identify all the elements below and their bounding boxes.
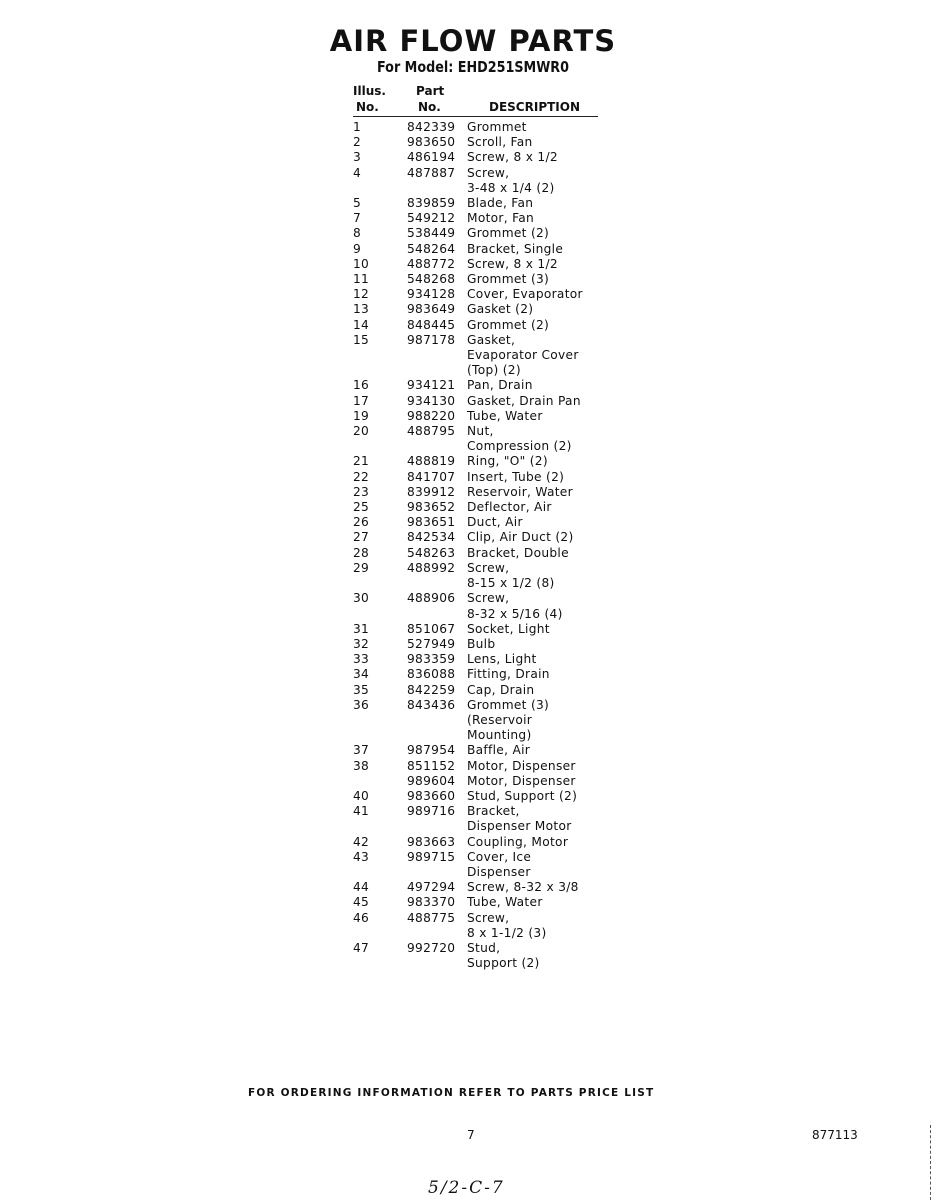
illus-number: 7 bbox=[353, 211, 362, 226]
part-number: 842339 bbox=[407, 120, 456, 134]
illus-number: 25 bbox=[353, 500, 370, 515]
part-number: 549212 bbox=[407, 211, 456, 226]
description-line: Dispenser bbox=[467, 864, 531, 879]
part-number: 841707 bbox=[407, 469, 456, 484]
description-line: Grommet (2) bbox=[467, 317, 550, 332]
description-line: Grommet (3) bbox=[467, 697, 550, 712]
part-number: 983370 bbox=[407, 895, 456, 910]
document-number: 877113 bbox=[812, 1128, 858, 1142]
description-line: 8-15 x 1/2 (8) bbox=[467, 576, 555, 591]
illus-number bbox=[353, 774, 407, 789]
description-line: Coupling, Motor bbox=[467, 834, 569, 849]
description-line: Bracket, bbox=[467, 804, 520, 819]
description-line: Support (2) bbox=[467, 956, 540, 971]
description-line: Reservoir, Water bbox=[467, 484, 573, 499]
table-row bbox=[353, 211, 613, 226]
part-number: 488772 bbox=[407, 256, 456, 271]
description-line: Gasket (2) bbox=[467, 302, 534, 317]
description bbox=[467, 530, 613, 545]
illus-header-line1: Illus. bbox=[353, 84, 386, 98]
description-line: Stud, Support (2) bbox=[467, 788, 578, 803]
description-line: Pan, Drain bbox=[467, 378, 533, 393]
description bbox=[467, 302, 613, 317]
illus-number: 10 bbox=[353, 256, 370, 271]
part-number: 983651 bbox=[407, 515, 456, 530]
description bbox=[467, 515, 613, 530]
table-row bbox=[353, 409, 613, 424]
description bbox=[467, 743, 613, 758]
table-row bbox=[353, 318, 613, 333]
part-number: 934121 bbox=[407, 378, 456, 393]
table-row bbox=[353, 698, 613, 744]
part-number: 548268 bbox=[407, 272, 456, 287]
description-line: Motor, Dispenser bbox=[467, 758, 576, 773]
part-number: 842259 bbox=[407, 682, 456, 697]
description-line: Motor, Fan bbox=[467, 211, 535, 226]
table-row bbox=[353, 454, 613, 469]
illus-number: 16 bbox=[353, 378, 370, 393]
part-number: 487887 bbox=[407, 165, 456, 180]
illus-number: 35 bbox=[353, 682, 370, 697]
part-number: 497294 bbox=[407, 880, 456, 895]
table-row bbox=[353, 135, 613, 150]
model-subtitle: For Model: EHD251SMWR0 bbox=[376, 58, 570, 76]
illus-number: 9 bbox=[353, 241, 362, 256]
table-row bbox=[353, 667, 613, 682]
illus-number: 5 bbox=[353, 196, 362, 211]
description-line: Screw, bbox=[467, 165, 510, 180]
description bbox=[467, 272, 613, 287]
description bbox=[467, 424, 613, 454]
description bbox=[467, 561, 613, 591]
table-row bbox=[353, 789, 613, 804]
illus-header-line2: No. bbox=[356, 100, 379, 114]
table-row bbox=[353, 804, 613, 834]
description bbox=[467, 759, 613, 774]
description-line: Compression (2) bbox=[467, 439, 572, 454]
illus-number: 36 bbox=[353, 697, 370, 712]
page-title: AIR FLOW PARTS bbox=[329, 24, 617, 58]
description bbox=[467, 850, 613, 880]
illus-number: 20 bbox=[353, 424, 370, 439]
description bbox=[467, 454, 613, 469]
illus-number: 45 bbox=[353, 895, 370, 910]
description-line: Tube, Water bbox=[467, 895, 543, 910]
description bbox=[467, 394, 613, 409]
part-number: 989604 bbox=[407, 773, 456, 788]
description bbox=[467, 895, 613, 910]
description-line: Bracket, Single bbox=[467, 241, 564, 256]
description-line: Nut, bbox=[467, 424, 494, 439]
table-row bbox=[353, 622, 613, 637]
description-line: Gasket, Drain Pan bbox=[467, 393, 581, 408]
description-line: Grommet (2) bbox=[467, 226, 550, 241]
description-line: Gasket, bbox=[467, 332, 516, 347]
description bbox=[467, 150, 613, 165]
part-number: 548264 bbox=[407, 241, 456, 256]
part-number: 843436 bbox=[407, 697, 456, 712]
header-divider bbox=[353, 116, 598, 117]
illus-number: 32 bbox=[353, 636, 370, 651]
part-number: 983663 bbox=[407, 834, 456, 849]
description-line: 3-48 x 1/4 (2) bbox=[467, 180, 555, 195]
table-row bbox=[353, 485, 613, 500]
description-header: DESCRIPTION bbox=[489, 100, 581, 114]
part-number: 488775 bbox=[407, 910, 456, 925]
part-number: 983652 bbox=[407, 500, 456, 515]
description-line: Mounting) bbox=[467, 728, 532, 743]
part-number: 851152 bbox=[407, 758, 456, 773]
description-line: Evaporator Cover bbox=[467, 348, 579, 363]
illus-number: 43 bbox=[353, 849, 370, 864]
part-number: 548263 bbox=[407, 545, 456, 560]
description bbox=[467, 287, 613, 302]
table-row bbox=[353, 120, 613, 135]
description-line: Cover, Evaporator bbox=[467, 287, 583, 302]
description bbox=[467, 667, 613, 682]
illus-number: 14 bbox=[353, 317, 370, 332]
description bbox=[467, 470, 613, 485]
table-row bbox=[353, 941, 613, 971]
illus-number: 2 bbox=[353, 135, 362, 150]
illus-number: 21 bbox=[353, 454, 370, 469]
table-row bbox=[353, 911, 613, 941]
illus-number: 29 bbox=[353, 560, 370, 575]
table-row bbox=[353, 196, 613, 211]
description bbox=[467, 242, 613, 257]
description-line: (Top) (2) bbox=[467, 363, 521, 378]
illus-number: 34 bbox=[353, 667, 370, 682]
illus-number: 37 bbox=[353, 743, 370, 758]
description bbox=[467, 774, 613, 789]
illus-number: 46 bbox=[353, 910, 370, 925]
table-row bbox=[353, 774, 613, 789]
description-line: Screw, bbox=[467, 910, 510, 925]
description-line: Baffle, Air bbox=[467, 743, 531, 758]
part-header-line2: No. bbox=[418, 100, 441, 114]
description bbox=[467, 135, 613, 150]
illus-number: 17 bbox=[353, 393, 370, 408]
description bbox=[467, 652, 613, 667]
illus-number: 13 bbox=[353, 302, 370, 317]
part-number: 486194 bbox=[407, 150, 456, 165]
part-number: 488906 bbox=[407, 591, 456, 606]
description bbox=[467, 698, 613, 744]
illus-number: 12 bbox=[353, 287, 370, 302]
illus-number: 19 bbox=[353, 408, 370, 423]
part-number: 488819 bbox=[407, 454, 456, 469]
description-line: Screw, 8 x 1/2 bbox=[467, 256, 558, 271]
table-row bbox=[353, 470, 613, 485]
description-line: Stud, bbox=[467, 940, 501, 955]
description bbox=[467, 318, 613, 333]
description-line: Blade, Fan bbox=[467, 196, 534, 211]
illus-number: 31 bbox=[353, 621, 370, 636]
part-number: 934130 bbox=[407, 393, 456, 408]
table-row bbox=[353, 835, 613, 850]
part-number: 527949 bbox=[407, 636, 456, 651]
illus-number: 27 bbox=[353, 530, 370, 545]
illus-number: 1 bbox=[353, 120, 362, 134]
description-line: Ring, "O" (2) bbox=[467, 454, 548, 469]
part-number: 488795 bbox=[407, 424, 456, 439]
table-row bbox=[353, 850, 613, 880]
table-row bbox=[353, 880, 613, 895]
illus-number: 11 bbox=[353, 272, 370, 287]
table-row bbox=[353, 272, 613, 287]
description-line: Fitting, Drain bbox=[467, 667, 550, 682]
part-number: 988220 bbox=[407, 408, 456, 423]
description bbox=[467, 485, 613, 500]
illus-number: 42 bbox=[353, 834, 370, 849]
part-header-line1: Part bbox=[416, 84, 445, 98]
description bbox=[467, 196, 613, 211]
description bbox=[467, 257, 613, 272]
table-row bbox=[353, 515, 613, 530]
illus-number: 47 bbox=[353, 940, 370, 955]
table-row bbox=[353, 759, 613, 774]
page-number: 7 bbox=[467, 1128, 475, 1142]
illus-number: 44 bbox=[353, 880, 370, 895]
description bbox=[467, 804, 613, 834]
table-row bbox=[353, 637, 613, 652]
table-row bbox=[353, 257, 613, 272]
parts-table bbox=[353, 120, 613, 971]
table-row bbox=[353, 683, 613, 698]
part-number: 992720 bbox=[407, 940, 456, 955]
part-number: 989715 bbox=[407, 849, 456, 864]
cut-line bbox=[930, 1125, 931, 1200]
table-row bbox=[353, 302, 613, 317]
part-number: 839859 bbox=[407, 196, 456, 211]
description bbox=[467, 835, 613, 850]
description bbox=[467, 211, 613, 226]
description bbox=[467, 683, 613, 698]
part-number: 987954 bbox=[407, 743, 456, 758]
description bbox=[467, 378, 613, 393]
table-row bbox=[353, 287, 613, 302]
part-number: 836088 bbox=[407, 667, 456, 682]
table-row bbox=[353, 333, 613, 379]
table-row bbox=[353, 394, 613, 409]
illus-number: 15 bbox=[353, 332, 370, 347]
description-line: Cover, Ice bbox=[467, 849, 532, 864]
table-row bbox=[353, 500, 613, 515]
part-number: 842534 bbox=[407, 530, 456, 545]
table-row bbox=[353, 743, 613, 758]
table-row bbox=[353, 226, 613, 241]
illus-number: 41 bbox=[353, 804, 370, 819]
description-line: Screw, 8-32 x 3/8 bbox=[467, 880, 579, 895]
description-line: Dispenser Motor bbox=[467, 819, 572, 834]
description-line: Clip, Air Duct (2) bbox=[467, 530, 574, 545]
description bbox=[467, 622, 613, 637]
table-row bbox=[353, 378, 613, 393]
description-line: Motor, Dispenser bbox=[467, 773, 576, 788]
description-line: Screw, 8 x 1/2 bbox=[467, 150, 558, 165]
description-line: Grommet bbox=[467, 120, 527, 134]
description bbox=[467, 546, 613, 561]
part-number: 983650 bbox=[407, 135, 456, 150]
description bbox=[467, 226, 613, 241]
table-row bbox=[353, 895, 613, 910]
description bbox=[467, 880, 613, 895]
ordering-info-footer: FOR ORDERING INFORMATION REFER TO PARTS PRICE LIST bbox=[248, 1087, 655, 1099]
illus-number: 28 bbox=[353, 545, 370, 560]
illus-number: 23 bbox=[353, 484, 370, 499]
description-line: 8-32 x 5/16 (4) bbox=[467, 606, 563, 621]
description bbox=[467, 637, 613, 652]
description-line: Lens, Light bbox=[467, 652, 537, 667]
description-line: 8 x 1-1/2 (3) bbox=[467, 925, 547, 940]
illus-number: 4 bbox=[353, 165, 362, 180]
table-row bbox=[353, 242, 613, 257]
table-row bbox=[353, 591, 613, 621]
part-number: 839912 bbox=[407, 484, 456, 499]
description-line: Duct, Air bbox=[467, 515, 523, 530]
illus-number: 33 bbox=[353, 652, 370, 667]
description-line: Grommet (3) bbox=[467, 272, 550, 287]
part-number: 987178 bbox=[407, 332, 456, 347]
table-row bbox=[353, 546, 613, 561]
illus-number: 40 bbox=[353, 788, 370, 803]
description-line: Socket, Light bbox=[467, 621, 550, 636]
description bbox=[467, 591, 613, 621]
illus-number: 3 bbox=[353, 150, 362, 165]
description bbox=[467, 333, 613, 379]
illus-number: 26 bbox=[353, 515, 370, 530]
description-line: Scroll, Fan bbox=[467, 135, 533, 150]
part-number: 848445 bbox=[407, 317, 456, 332]
part-number: 538449 bbox=[407, 226, 456, 241]
description-line: Bracket, Double bbox=[467, 545, 569, 560]
part-number: 983649 bbox=[407, 302, 456, 317]
table-row bbox=[353, 150, 613, 165]
description bbox=[467, 789, 613, 804]
description-line: Cap, Drain bbox=[467, 682, 535, 697]
illus-number: 30 bbox=[353, 591, 370, 606]
description-line: Insert, Tube (2) bbox=[467, 469, 565, 484]
description bbox=[467, 911, 613, 941]
description bbox=[467, 500, 613, 515]
part-number: 851067 bbox=[407, 621, 456, 636]
description bbox=[467, 166, 613, 196]
description-line: Bulb bbox=[467, 636, 496, 651]
table-row bbox=[353, 424, 613, 454]
description bbox=[467, 120, 613, 135]
table-row bbox=[353, 561, 613, 591]
part-number: 934128 bbox=[407, 287, 456, 302]
illus-number: 22 bbox=[353, 469, 370, 484]
description-line: (Reservoir bbox=[467, 712, 533, 727]
table-row bbox=[353, 166, 613, 196]
description-line: Tube, Water bbox=[467, 408, 543, 423]
description-line: Screw, bbox=[467, 560, 510, 575]
description bbox=[467, 409, 613, 424]
handwritten-note: 5/2-C-7 bbox=[428, 1178, 505, 1198]
description-line: Deflector, Air bbox=[467, 500, 552, 515]
part-number: 488992 bbox=[407, 560, 456, 575]
table-row bbox=[353, 652, 613, 667]
part-number: 989716 bbox=[407, 804, 456, 819]
description bbox=[467, 941, 613, 971]
table-row bbox=[353, 530, 613, 545]
part-number: 983660 bbox=[407, 788, 456, 803]
part-number: 983359 bbox=[407, 652, 456, 667]
description-line: Screw, bbox=[467, 591, 510, 606]
illus-number: 8 bbox=[353, 226, 362, 241]
illus-number: 38 bbox=[353, 758, 370, 773]
